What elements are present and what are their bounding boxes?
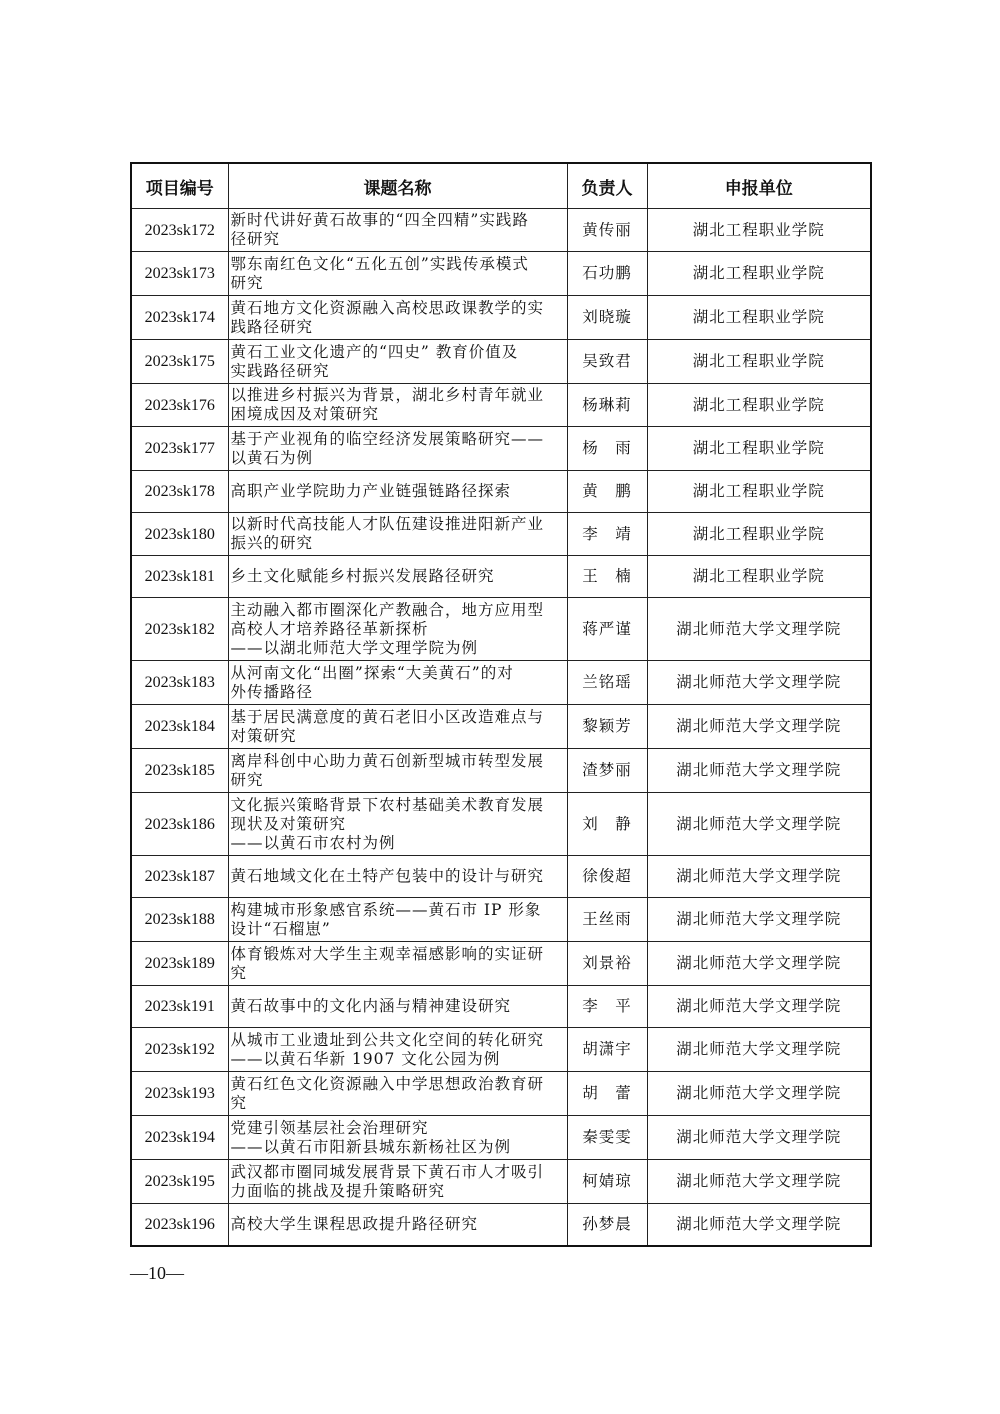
project-title-line: 高校大学生课程思政提升路径研究	[230, 1214, 479, 1233]
table-row	[131, 556, 871, 598]
table-row	[131, 340, 871, 384]
project-title	[228, 471, 567, 513]
header-leader: 负责人	[567, 163, 647, 209]
project-title-line: 体育锻炼对大学生主观幸福感影响的实证研	[230, 944, 545, 963]
project-unit: 湖北师范大学文理学院	[647, 856, 871, 898]
table-row	[131, 898, 871, 942]
project-title-line: 构建城市形象感官系统——黄石市 IP 形象	[230, 900, 542, 919]
project-leader: 蒋严谨	[567, 598, 647, 661]
project-unit: 湖北师范大学文理学院	[647, 1160, 871, 1204]
project-code: 2023sk182	[131, 598, 228, 661]
table-row	[131, 252, 871, 296]
project-unit: 湖北师范大学文理学院	[647, 661, 871, 705]
project-title	[228, 296, 567, 340]
project-title	[228, 986, 567, 1028]
table-row	[131, 471, 871, 513]
table-row	[131, 513, 871, 556]
project-leader: 石功鹏	[567, 252, 647, 296]
project-title-line: 武汉都市圈同城发展背景下黄石市人才吸引	[230, 1162, 545, 1181]
project-leader: 黄传丽	[567, 209, 647, 252]
project-leader: 吴致君	[567, 340, 647, 384]
project-code: 2023sk183	[131, 661, 228, 705]
project-unit: 湖北师范大学文理学院	[647, 1116, 871, 1160]
table-row	[131, 856, 871, 898]
project-title-line: 现状及对策研究	[230, 814, 347, 833]
project-title	[228, 793, 567, 856]
project-title-line: ——以湖北师范大学文理学院为例	[230, 638, 479, 657]
project-unit: 湖北工程职业学院	[647, 513, 871, 556]
project-leader: 王丝雨	[567, 898, 647, 942]
project-title	[228, 1116, 567, 1160]
table-row	[131, 427, 871, 471]
project-title-line: 究	[230, 1093, 248, 1112]
project-title-line: 乡土文化赋能乡村振兴发展路径研究	[230, 567, 495, 585]
project-code: 2023sk177	[131, 427, 228, 471]
project-unit: 湖北工程职业学院	[647, 384, 871, 427]
table-row	[131, 384, 871, 427]
project-unit: 湖北工程职业学院	[647, 252, 871, 296]
project-unit: 湖北师范大学文理学院	[647, 1028, 871, 1072]
project-title	[228, 661, 567, 705]
project-unit: 湖北师范大学文理学院	[647, 898, 871, 942]
project-title-line: 以新时代高技能人才队伍建设推进阳新产业	[230, 515, 545, 533]
project-title-line: 究	[230, 963, 248, 982]
project-code: 2023sk175	[131, 340, 228, 384]
project-unit: 湖北师范大学文理学院	[647, 793, 871, 856]
project-title-line: 从城市工业遗址到公共文化空间的转化研究	[230, 1030, 545, 1049]
project-leader: 杨琳莉	[567, 384, 647, 427]
project-code: 2023sk195	[131, 1160, 228, 1204]
project-leader: 李 平	[567, 986, 647, 1028]
project-title-line: 新时代讲好黄石故事的“四全四精”实践路	[230, 211, 529, 229]
project-title-line: 践路径研究	[230, 317, 314, 336]
project-title-line: 基于居民满意度的黄石老旧小区改造难点与	[230, 707, 545, 726]
project-title	[228, 749, 567, 793]
project-code: 2023sk178	[131, 471, 228, 513]
project-title-line: 黄石工业文化遗产的“四史” 教育价值及	[230, 342, 519, 361]
project-title	[228, 1072, 567, 1116]
project-code: 2023sk184	[131, 705, 228, 749]
project-title-line: 设计“石榴崽”	[230, 919, 331, 938]
project-title	[228, 427, 567, 471]
project-title-line: 困境成因及对策研究	[230, 405, 380, 423]
project-title-line: 高校人才培养路径革新探析	[230, 619, 429, 638]
project-title-line: 振兴的研究	[230, 534, 314, 552]
project-title	[228, 1028, 567, 1072]
project-title	[228, 513, 567, 556]
project-unit: 湖北工程职业学院	[647, 427, 871, 471]
table-row	[131, 1072, 871, 1116]
project-title-line: 从河南文化“出圈”探索“大美黄石”的对	[230, 663, 514, 682]
table-row	[131, 749, 871, 793]
project-title	[228, 340, 567, 384]
project-leader: 兰铭瑶	[567, 661, 647, 705]
project-title	[228, 252, 567, 296]
project-unit: 湖北工程职业学院	[647, 209, 871, 252]
table-row	[131, 661, 871, 705]
project-title-line: 对策研究	[230, 726, 297, 745]
project-leader: 胡 蕾	[567, 1072, 647, 1116]
project-code: 2023sk174	[131, 296, 228, 340]
header-code: 项目编号	[131, 163, 228, 209]
project-code: 2023sk192	[131, 1028, 228, 1072]
project-code: 2023sk180	[131, 513, 228, 556]
project-title-line: 文化振兴策略背景下农村基础美术教育发展	[230, 795, 545, 814]
project-code: 2023sk185	[131, 749, 228, 793]
table-row	[131, 296, 871, 340]
project-title-line: 力面临的挑战及提升策略研究	[230, 1181, 446, 1200]
project-leader: 黎颖芳	[567, 705, 647, 749]
project-title-line: 离岸科创中心助力黄石创新型城市转型发展	[230, 751, 545, 770]
project-code: 2023sk172	[131, 209, 228, 252]
project-code: 2023sk181	[131, 556, 228, 598]
project-unit: 湖北师范大学文理学院	[647, 749, 871, 793]
project-leader: 王 楠	[567, 556, 647, 598]
project-leader: 渣梦丽	[567, 749, 647, 793]
project-code: 2023sk186	[131, 793, 228, 856]
project-code: 2023sk187	[131, 856, 228, 898]
project-title-line: 基于产业视角的临空经济发展策略研究——	[230, 429, 545, 448]
project-table	[130, 162, 872, 1247]
project-leader: 孙梦晨	[567, 1204, 647, 1246]
project-title-line: ——以黄石市农村为例	[230, 833, 396, 852]
project-title-line: 外传播路径	[230, 682, 314, 701]
project-unit: 湖北师范大学文理学院	[647, 705, 871, 749]
project-leader: 柯婧琼	[567, 1160, 647, 1204]
project-unit: 湖北师范大学文理学院	[647, 986, 871, 1028]
project-code: 2023sk191	[131, 986, 228, 1028]
page-number: —10—	[130, 1263, 184, 1283]
project-unit: 湖北工程职业学院	[647, 340, 871, 384]
project-unit: 湖北工程职业学院	[647, 556, 871, 598]
project-title-line: 黄石故事中的文化内涵与精神建设研究	[230, 997, 512, 1015]
project-unit: 湖北师范大学文理学院	[647, 942, 871, 986]
table-row	[131, 209, 871, 252]
project-code: 2023sk193	[131, 1072, 228, 1116]
project-leader: 胡潇宇	[567, 1028, 647, 1072]
header-title: 课题名称	[228, 163, 567, 209]
table-row	[131, 986, 871, 1028]
project-code: 2023sk188	[131, 898, 228, 942]
project-code: 2023sk173	[131, 252, 228, 296]
project-title-line: 主动融入都市圈深化产教融合，地方应用型	[230, 600, 545, 619]
project-leader: 刘 静	[567, 793, 647, 856]
project-code: 2023sk196	[131, 1204, 228, 1246]
project-title-line: 黄石红色文化资源融入中学思想政治教育研	[230, 1074, 545, 1093]
project-title-line: 鄂东南红色文化“五化五创”实践传承模式	[230, 254, 529, 273]
project-title	[228, 1160, 567, 1204]
project-title	[228, 1204, 567, 1246]
table-row	[131, 598, 871, 661]
table-body	[131, 209, 871, 1246]
project-title	[228, 598, 567, 661]
table-row	[131, 1160, 871, 1204]
project-leader: 黄 鹏	[567, 471, 647, 513]
project-title	[228, 705, 567, 749]
project-leader: 刘景裕	[567, 942, 647, 986]
project-title	[228, 898, 567, 942]
project-title-line: 黄石地方文化资源融入高校思政课教学的实	[230, 298, 545, 317]
project-title	[228, 209, 567, 252]
project-title-line: 径研究	[230, 230, 281, 248]
project-title-line: ——以黄石华新 1907 文化公园为例	[230, 1049, 501, 1068]
project-title-line: 高职产业学院助力产业链强链路径探索	[230, 482, 512, 500]
project-leader: 徐俊超	[567, 856, 647, 898]
project-leader: 刘晓璇	[567, 296, 647, 340]
project-title-line: 以黄石为例	[230, 448, 314, 467]
project-title-line: 研究	[230, 770, 264, 789]
project-title-line: 党建引领基层社会治理研究	[230, 1118, 429, 1137]
project-title-line: 以推进乡村振兴为背景，湖北乡村青年就业	[230, 386, 545, 404]
table-row	[131, 793, 871, 856]
project-code: 2023sk194	[131, 1116, 228, 1160]
project-title-line: 研究	[230, 273, 264, 292]
project-unit: 湖北师范大学文理学院	[647, 1072, 871, 1116]
project-unit: 湖北师范大学文理学院	[647, 1204, 871, 1246]
header-unit: 申报单位	[647, 163, 871, 209]
table-row	[131, 942, 871, 986]
project-code: 2023sk189	[131, 942, 228, 986]
table-row	[131, 1116, 871, 1160]
table-row	[131, 1204, 871, 1246]
project-unit: 湖北工程职业学院	[647, 471, 871, 513]
project-leader: 李 靖	[567, 513, 647, 556]
project-title	[228, 856, 567, 898]
table-row	[131, 1028, 871, 1072]
project-leader: 秦雯雯	[567, 1116, 647, 1160]
project-title	[228, 384, 567, 427]
project-leader: 杨 雨	[567, 427, 647, 471]
project-title-line: ——以黄石市阳新县城东新杨社区为例	[230, 1137, 512, 1156]
project-title-line: 实践路径研究	[230, 361, 330, 380]
project-unit: 湖北工程职业学院	[647, 296, 871, 340]
project-code: 2023sk176	[131, 384, 228, 427]
project-title	[228, 942, 567, 986]
project-title-line: 黄石地域文化在土特产包装中的设计与研究	[230, 867, 545, 885]
table-row	[131, 705, 871, 749]
project-unit: 湖北师范大学文理学院	[647, 598, 871, 661]
table-header-row	[131, 163, 871, 209]
project-title	[228, 556, 567, 598]
